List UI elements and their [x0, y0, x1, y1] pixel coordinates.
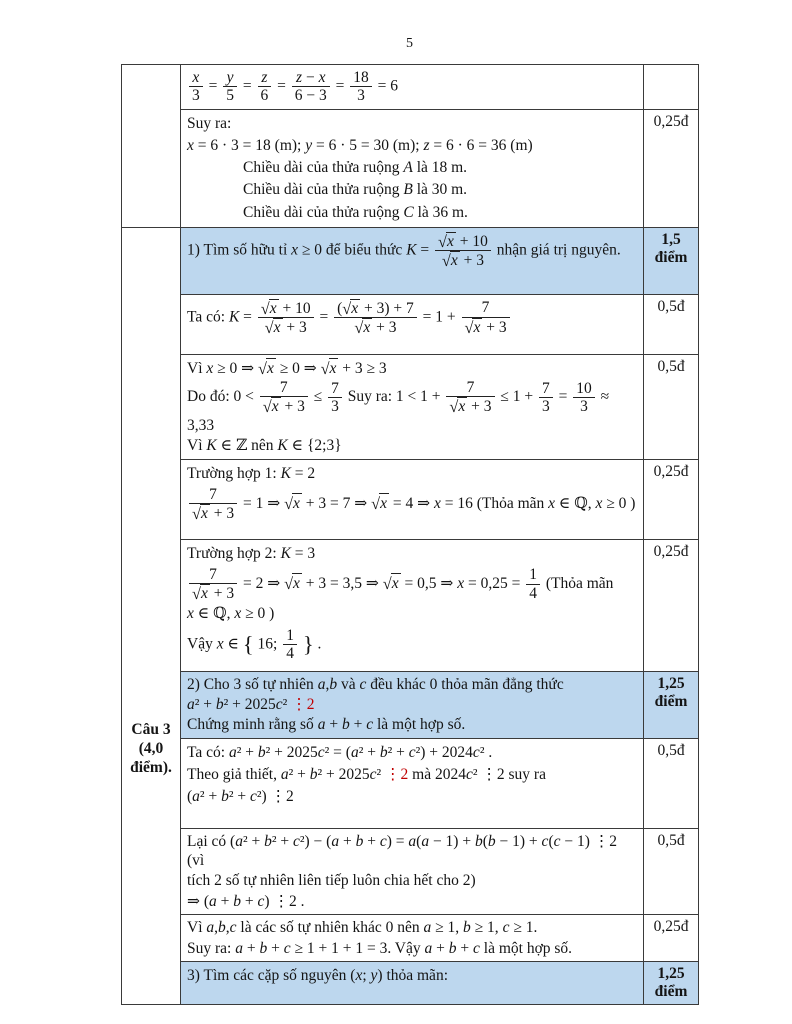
answer-cell: [181, 354, 644, 459]
question-cell: [181, 671, 644, 738]
table-row: [122, 671, 699, 738]
answer-cell: [181, 738, 644, 828]
answer-cell: [181, 65, 644, 110]
points-cell: [644, 227, 699, 294]
points-cell: [644, 738, 699, 828]
formula-line: Ta có: K = $\frac{√x + 10}{√x + 3}$ = $\frac{(√x + 3) + 7}{√x + 3}$ = 1 + $\frac{7}{√x + 3}$: [187, 299, 637, 337]
table-row: [122, 65, 699, 110]
points-unit: điểm: [654, 248, 688, 266]
scoring-table: [121, 64, 699, 1005]
answer-cell: [181, 459, 644, 539]
table-row: [122, 459, 699, 539]
text-line: Trường hợp 2: K = 3: [187, 544, 316, 562]
points-value: 0,5đ: [657, 297, 685, 315]
question-cell: [181, 227, 644, 294]
text-line: Chiều dài của thửa ruộng B là 30 m.: [243, 181, 468, 199]
question-text: 3) Tìm các cặp số nguyên (x; y) thỏa mãn:: [187, 966, 448, 984]
formula-line: Vì K ∈ ℤ nên K ∈ {2;3}: [187, 437, 342, 455]
question-cell: [181, 961, 644, 1004]
points-value: 0,5đ: [657, 831, 685, 849]
table-row: [122, 961, 699, 1004]
question-text: Chứng minh rằng số a + b + c là một hợp số.: [187, 716, 466, 734]
points-value: 1,25: [657, 964, 685, 982]
table-row: [122, 915, 699, 962]
points-cell: [644, 961, 699, 1004]
text-line: Chiều dài của thửa ruộng C là 36 m.: [243, 203, 468, 221]
points-unit: điểm: [654, 982, 688, 1000]
formula-line: Vì a,b,c là các số tự nhiên khác 0 nên a ≥ 1, b ≥ 1, c ≥ 1.: [187, 919, 538, 937]
question-text: 1) Tìm số hữu tỉ x ≥ 0 để biểu thức K = $\frac{√x + 10}{√x + 3}$ nhận giá trị nguyên.: [187, 232, 621, 271]
table-row: [122, 110, 699, 228]
points-value: 0,25đ: [653, 113, 689, 130]
table-row: [122, 354, 699, 459]
formula-line: ⇒ (a + b + c) ⋮2 .: [187, 892, 305, 910]
question-text: 2) Cho 3 số tự nhiên a,b và c đều khác 0 thỏa mãn đẳng thức: [187, 675, 564, 693]
text-line: Suy ra:: [187, 115, 232, 132]
points-cell: [644, 459, 699, 539]
points-cell: [644, 915, 699, 962]
formula-line: x = 6 · 3 = 18 (m); y = 6 · 5 = 30 (m); z = 6 · 6 = 36 (m): [187, 137, 533, 155]
formula-line: a² + b² + 2025c² ⋮2: [187, 695, 315, 713]
formula-line: Theo giả thiết, a² + b² + 2025c² ⋮2 mà 2024c² ⋮2 suy ra: [187, 765, 546, 783]
document-page: [121, 36, 698, 1005]
text-line: tích 2 số tự nhiên liên tiếp luôn chia hết cho 2): [187, 872, 476, 890]
points-cell: [644, 110, 699, 228]
points-cell: [644, 354, 699, 459]
formula-line: Do đó: 0 < $\frac{7}{√x + 3}$ ≤ $\frac{7}{3}$ Suy ra: 1 < 1 + $\frac{7}{√x + 3}$ ≤ 1 + $\frac{7}{3}$ = $\frac{10}{3}$ ≈ 3,33: [187, 379, 610, 434]
question-label-cell-empty: [122, 65, 181, 228]
formula-line: Ta có: a² + b² + 2025c² = (a² + b² + c²) + 2024c² .: [187, 743, 493, 761]
points-value: 0,5đ: [657, 741, 685, 759]
formula-line: x ∈ ℚ, x ≥ 0 ): [187, 605, 275, 623]
points-cell: [644, 671, 699, 738]
formula-line: $\frac{7}{√x + 3}$ = 2 ⇒ √x + 3 = 3,5 ⇒ √x = 0,5 ⇒ x = 0,25 = $\frac{1}{4}$ (Thỏa mãn: [187, 566, 637, 603]
points-cell: [644, 828, 699, 915]
formula-line: (a² + b² + c²) ⋮2: [187, 787, 294, 805]
points-value: 0,25đ: [653, 462, 689, 480]
formula-line: Lại có (a² + b² + c²) − (a + b + c) = a(a − 1) + b(b − 1) + c(c − 1) ⋮2 (vì: [187, 832, 618, 870]
points-cell: [644, 539, 699, 671]
table-row: [122, 738, 699, 828]
question-label-cell: [122, 227, 181, 1004]
points-value: 0,5đ: [657, 357, 685, 375]
answer-cell: [181, 828, 644, 915]
table-row: [122, 294, 699, 354]
points-value: 0,25đ: [653, 542, 689, 560]
formula-line: Vì x ≥ 0 ⇒ √x ≥ 0 ⇒ √x + 3 ≥ 3: [187, 359, 387, 378]
formula-line: Vậy x ∈ { 16; $\frac{1}{4}$ } .: [187, 626, 322, 662]
answer-cell: [181, 915, 644, 962]
formula-line: $\frac{x}{3}$ = $\frac{y}{5}$ = $\frac{z}{6}$ = $\frac{z - x}{6 - 3}$ = $\frac{18}{3}$ = 6: [187, 69, 637, 105]
points-cell: [644, 294, 699, 354]
points-value: 1,5: [661, 230, 681, 248]
points-unit: điểm: [654, 692, 688, 710]
text-line: Chiều dài của thửa ruộng A là 18 m.: [243, 159, 468, 177]
table-row: [122, 227, 699, 294]
points-value: 1,25: [657, 674, 685, 692]
answer-cell: [181, 110, 644, 228]
page-number: 5: [406, 36, 413, 51]
points-value: 0,25đ: [653, 918, 689, 936]
points-cell: [644, 65, 699, 110]
table-row: [122, 828, 699, 915]
formula-line: $\frac{7}{√x + 3}$ = 1 ⇒ √x + 3 = 7 ⇒ √x = 4 ⇒ x = 16 (Thỏa mãn x ∈ ℚ, x ≥ 0 ): [187, 486, 637, 523]
formula-line: Suy ra: a + b + c ≥ 1 + 1 + 1 = 3. Vậy a + b + c là một hợp số.: [187, 939, 573, 957]
table-row: [122, 539, 699, 671]
text-line: Trường hợp 1: K = 2: [187, 464, 316, 482]
question-number-label: Câu 3 (4,0 điểm).: [130, 720, 172, 777]
answer-cell: [181, 539, 644, 671]
answer-cell: [181, 294, 644, 354]
